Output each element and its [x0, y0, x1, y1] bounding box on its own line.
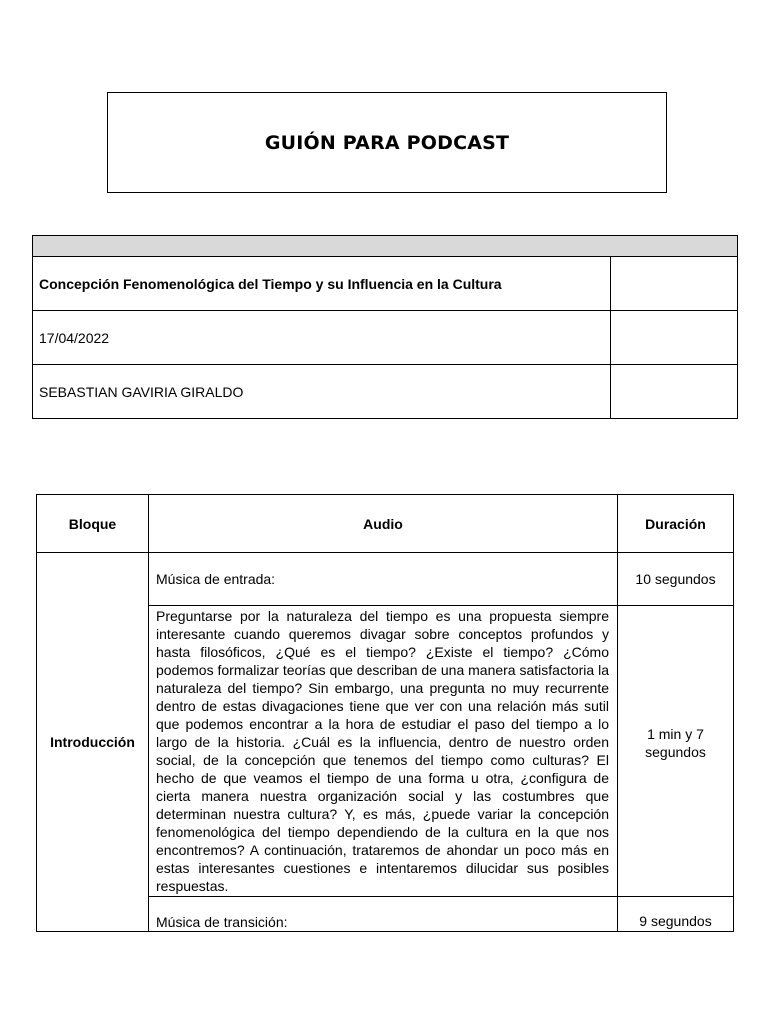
script-header-row	[37, 495, 734, 553]
audio-cell: Música de transición:	[149, 897, 618, 932]
title-box	[107, 92, 667, 193]
date-side-cell	[611, 311, 738, 365]
script-table	[36, 494, 734, 932]
header-audio: Audio	[149, 495, 618, 553]
block-label: Introducción	[37, 553, 149, 932]
header-block: Bloque	[37, 495, 149, 553]
info-header-row	[33, 236, 738, 257]
gray-header-bar	[33, 236, 738, 257]
table-row	[37, 553, 734, 606]
duration-cell: 10 segundos	[618, 553, 734, 606]
topic-cell: Concepción Fenomenológica del Tiempo y su Influencia en la Cultura	[33, 257, 611, 311]
topic-side-cell	[611, 257, 738, 311]
audio-cell: Preguntarse por la naturaleza del tiempo es una propuesta siempre interesante cuando queremos divagar sobre conceptos profundos y hasta filosóficos, ¿Qué es el tiempo? ¿Existe el tiempo? ¿Cómo podemos formalizar teorías que describan de una manera satisfactoria la naturaleza del tiempo? Sin embargo, una pregunta no muy recurrente dentro de estas divagaciones tiene que ver con una relación más sutil que podemos encontrar a la hora de estudiar el paso del tiempo a lo largo de la historia. ¿Cuál es la influencia, dentro de nuestro orden social, de la concepción que tenemos del tiempo como culturas? El hecho de que veamos el tiempo de una forma u otra, ¿configura de cierta manera nuestra organización social y las costumbres que determinan nuestra cultura? Y, es más, ¿puede variar la concepción fenomenológica del tiempo dependiendo de la cultura en la que nos encontremos? A continuación, trataremos de ahondar un poco más en estas interesantes cuestiones e intentaremos dilucidar sus posibles respuestas.	[149, 606, 618, 897]
duration-cell: 9 segundos	[618, 897, 734, 932]
document-title: GUIÓN PARA PODCAST	[264, 131, 510, 154]
info-row-date	[33, 311, 738, 365]
header-duration: Duración	[618, 495, 734, 553]
duration-cell	[618, 606, 734, 897]
info-table	[32, 235, 738, 419]
author-cell: SEBASTIAN GAVIRIA GIRALDO	[33, 365, 611, 419]
author-side-cell	[611, 365, 738, 419]
date-cell: 17/04/2022	[33, 311, 611, 365]
info-row-topic	[33, 257, 738, 311]
audio-cell: Música de entrada:	[149, 553, 618, 606]
duration-text: 1 min y 7 segundos	[645, 726, 706, 760]
info-row-author	[33, 365, 738, 419]
